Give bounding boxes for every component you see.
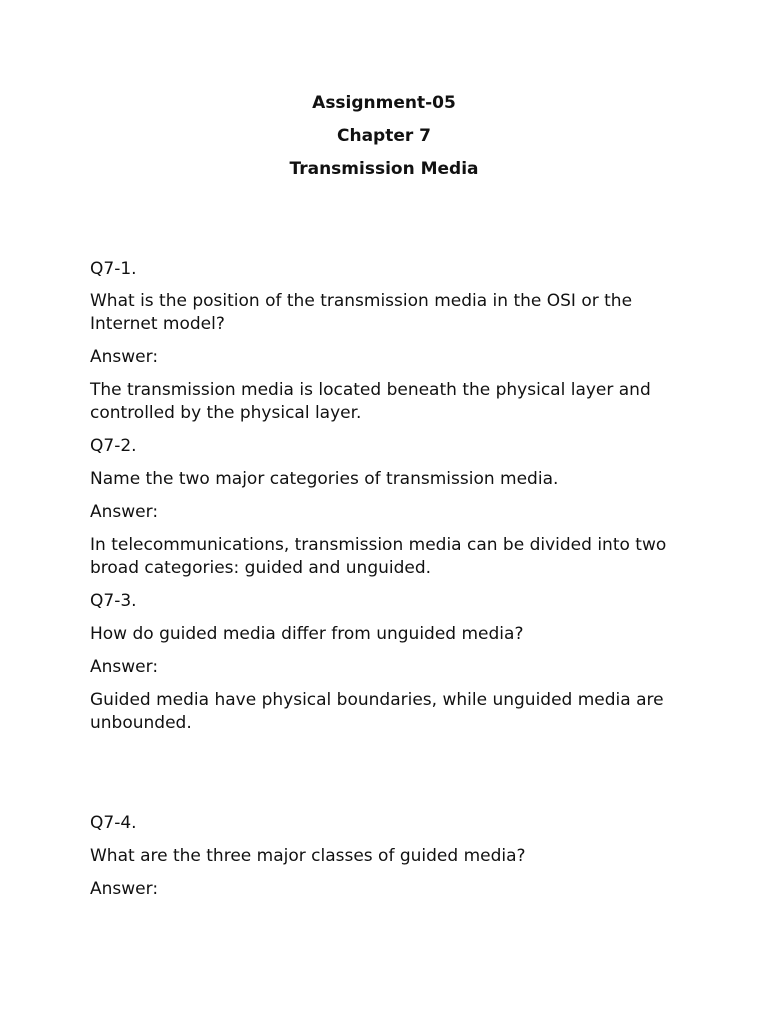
question-text: How do guided media differ from unguided media? [90, 624, 524, 644]
question-number: Q7-2. [90, 436, 137, 456]
question-text: What is the position of the transmission media in the OSI or the Internet model? [90, 291, 633, 334]
question-number: Q7-3. [90, 591, 137, 611]
document-title: Assignment-05 [312, 93, 456, 113]
topic-heading: Transmission Media [289, 159, 479, 179]
chapter-heading: Chapter 7 [336, 126, 431, 146]
answer-label: Answer: [90, 502, 159, 522]
question-text: What are the three major classes of guided media? [90, 846, 526, 866]
answer-text: The transmission media is located beneath the physical layer and controlled by the physical layer. [90, 380, 651, 423]
question-number: Q7-4. [90, 813, 137, 833]
answer-text: Guided media have physical boundaries, while unguided media are unbounded. [90, 690, 664, 733]
question-number: Q7-1. [90, 259, 137, 279]
answer-text: In telecommunications, transmission media can be divided into two broad categories: guided and unguided. [90, 535, 667, 578]
answer-label: Answer: [90, 879, 159, 899]
answer-label: Answer: [90, 657, 159, 677]
question-text: Name the two major categories of transmission media. [90, 469, 559, 489]
answer-label: Answer: [90, 347, 159, 367]
